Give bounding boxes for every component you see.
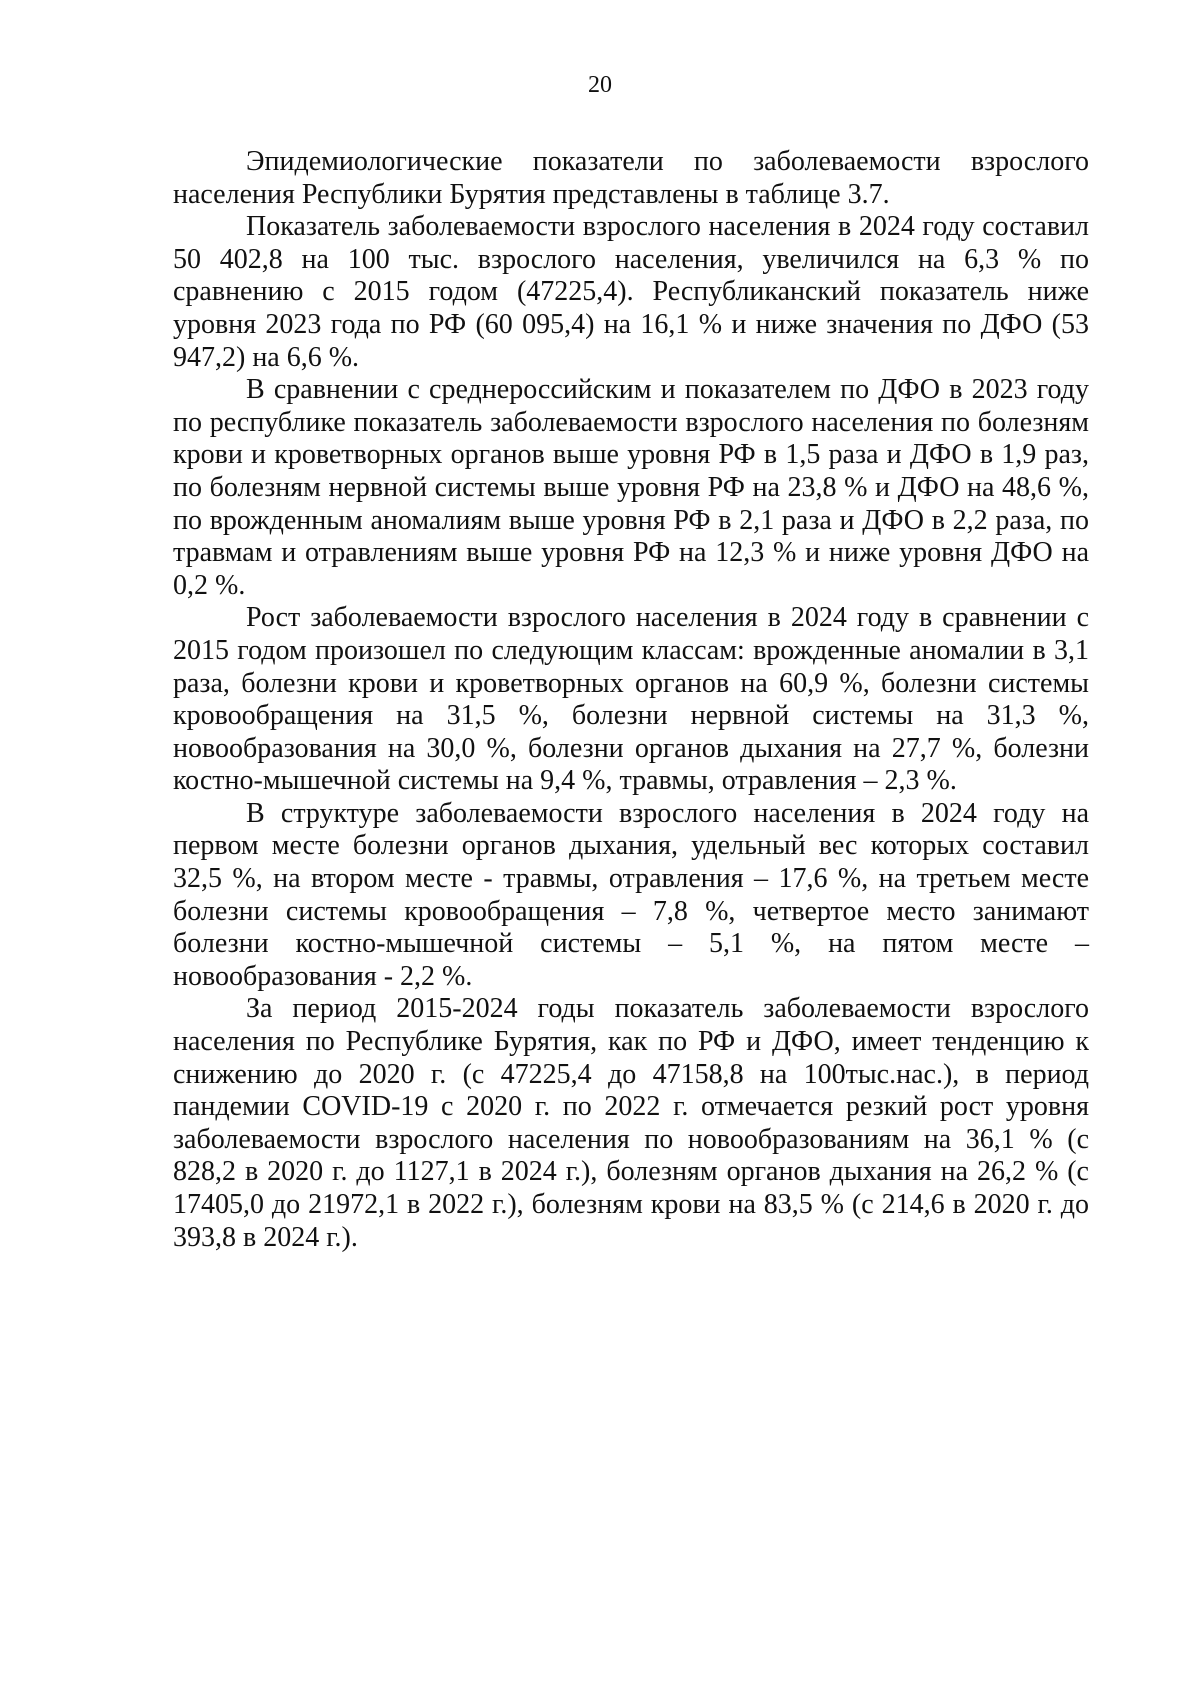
paragraph-comparison-rf-dfo: В сравнении с среднероссийским и показателем по ДФО в 2023 году по республике показатель заболеваемости взрослого населения по болезням крови и кроветворных органов выше уровня РФ в 1,5 раза и ДФО в 1,9 раз, по болезням нервной системы выше уровня РФ на 23,8 % и ДФО на 48,6 %, по врожденным аномалиям выше уровня РФ в 2,1 раза и ДФО в 2,2 раза, по травмам и отравлениям выше уровня РФ на 12,3 % и ниже уровня ДФО на 0,2 %. (173, 374, 1089, 601)
page-number: 20 (588, 72, 612, 98)
paragraph-incidence-rate: Показатель заболеваемости взрослого населения в 2024 году составил 50 402,8 на 100 тыс. взрослого населения, увеличился на 6,3 % по сравнению с 2015 годом (47225,4). Республиканский показатель ниже уровня 2023 года по РФ (60 095,4) на 16,1 % и ниже значения по ДФО (53 947,2) на 6,6 %. (173, 211, 1089, 373)
body-text (173, 146, 1089, 1254)
paragraph-table-reference: Эпидемиологические показатели по заболеваемости взрослого населения Республики Бурятия представлены в таблице 3.7. (173, 146, 1089, 210)
paragraph-growth-by-class: Рост заболеваемости взрослого населения в 2024 году в сравнении с 2015 годом произошел по следующим классам: врожденные аномалии в 3,1 раза, болезни крови и кроветворных органов на 60,9 %, болезни системы кровообращения на 31,5 %, болезни нервной системы на 31,3 %, новообразования на 30,0 %, болезни органов дыхания на 27,7 %, болезни костно-мышечной системы на 9,4 %, травмы, отравления – 2,3 %. (173, 602, 1089, 797)
paragraph-trend-2015-2024: За период 2015-2024 годы показатель заболеваемости взрослого населения по Республике Бурятия, как по РФ и ДФО, имеет тенденцию к снижению до 2020 г. (с 47225,4 до 47158,8 на 100тыс.нас.), в период пандемии COVID-19 с 2020 г. по 2022 г. отмечается резкий рост уровня заболеваемости взрослого населения по новообразованиям на 36,1 % (с 828,2 в 2020 г. до 1127,1 в 2024 г.), болезням органов дыхания на 26,2 % (с 17405,0 до 21972,1 в 2022 г.), болезням крови на 83,5 % (с 214,6 в 2020 г. до 393,8 в 2024 г.). (173, 993, 1089, 1253)
paragraph-structure: В структуре заболеваемости взрослого населения в 2024 году на первом месте болезни органов дыхания, удельный вес которых составил 32,5 %, на втором месте - травмы, отравления – 17,6 %, на третьем месте болезни системы кровообращения – 7,8 %, четвертое место занимают болезни костно-мышечной системы – 5,1 %, на пятом месте – новообразования - 2,2 %. (173, 797, 1089, 992)
